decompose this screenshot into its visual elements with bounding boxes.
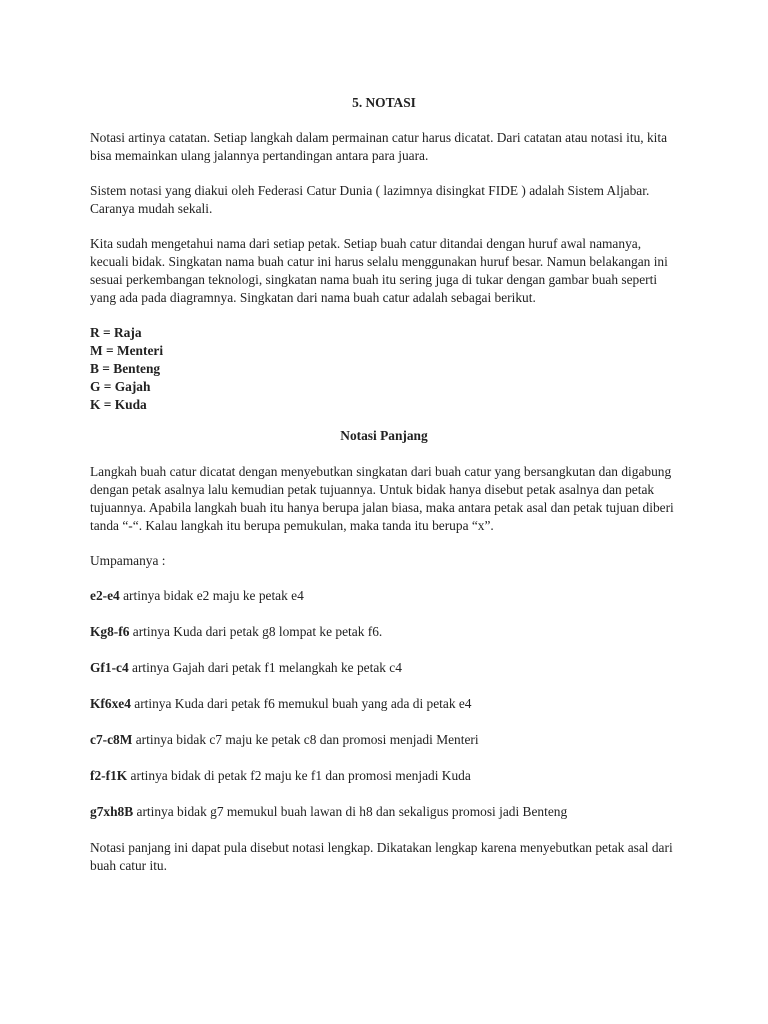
move-notation: e2-e4 — [90, 588, 120, 603]
move-description: artinya bidak c7 maju ke petak c8 dan promosi menjadi Menteri — [132, 732, 479, 747]
intro-paragraph-3: Kita sudah mengetahui nama dari setiap petak. Setiap buah catur ditandai dengan huruf awal namanya, kecuali bidak. Singkatan nama buah catur ini harus selalu menggunakan huruf besar. Namun belakangan ini sesuai perkembangan teknologi, singkatan nama buah itu sering juga di tukar dengan gambar buah seperti yang ada pada diagramnya. Singkatan dari nama buah catur adalah sebagai berikut. — [90, 236, 668, 305]
intro-paragraph-2: Sistem notasi yang diakui oleh Federasi Catur Dunia ( lazimnya disingkat FIDE ) adalah Sistem Aljabar. Caranya mudah sekali. — [90, 183, 650, 216]
example-item — [90, 587, 678, 605]
move-description: artinya Kuda dari petak f6 memukul buah yang ada di petak e4 — [130, 696, 472, 711]
move-description: artinya bidak di petak f2 maju ke f1 dan promosi menjadi Kuda — [127, 768, 471, 783]
move-notation: Gf1-c4 — [90, 660, 129, 675]
example-item — [90, 731, 678, 749]
intro-paragraph-1: Notasi artinya catatan. Setiap langkah dalam permainan catur harus dicatat. Dari catatan atau notasi itu, kita bisa memainkan ulang jalannya pertandingan antara para juara. — [90, 130, 668, 163]
move-notation: g7xh8B — [90, 804, 134, 819]
abbreviation-item: R = Raja — [90, 325, 142, 340]
closing-paragraph: Notasi panjang ini dapat pula disebut notasi lengkap. Dikatakan lengkap karena menyebutkan petak asal dari buah catur itu. — [90, 840, 673, 873]
abbreviation-list — [90, 324, 678, 414]
example-item — [90, 767, 678, 785]
move-notation: Kg8-f6 — [90, 624, 130, 639]
abbreviation-item: G = Gajah — [90, 379, 151, 394]
section-heading: Notasi Panjang — [340, 428, 428, 443]
move-description: artinya Gajah dari petak f1 melangkah ke petak c4 — [128, 660, 402, 675]
example-item — [90, 803, 678, 821]
abbreviation-item: B = Benteng — [90, 361, 161, 376]
move-description: artinya Kuda dari petak g8 lompat ke petak f6. — [129, 624, 383, 639]
example-intro: Umpamanya : — [90, 553, 166, 568]
move-notation: f2-f1K — [90, 768, 128, 783]
page-title: 5. NOTASI — [352, 95, 416, 110]
move-description: artinya bidak g7 memukul buah lawan di h8 dan sekaligus promosi jadi Benteng — [133, 804, 568, 819]
long-notation-paragraph: Langkah buah catur dicatat dengan menyebutkan singkatan dari buah catur yang bersangkutan dan digabung dengan petak asalnya lalu kemudian petak tujuannya. Untuk bidak hanya disebut petak asalnya dan petak tujuannya. Apabila langkah buah itu hanya berupa jalan biasa, maka antara petak asal dan petak tujuan diberi tanda “-“. Kalau langkah itu berupa pemukulan, maka tanda itu berupa “x”. — [90, 464, 674, 533]
abbreviation-item: K = Kuda — [90, 397, 147, 412]
example-item — [90, 623, 678, 641]
move-notation: Kf6xe4 — [90, 696, 131, 711]
move-description: artinya bidak e2 maju ke petak e4 — [119, 588, 304, 603]
move-notation: c7-c8M — [90, 732, 133, 747]
abbreviation-item: M = Menteri — [90, 343, 164, 358]
example-item — [90, 659, 678, 677]
example-item — [90, 695, 678, 713]
